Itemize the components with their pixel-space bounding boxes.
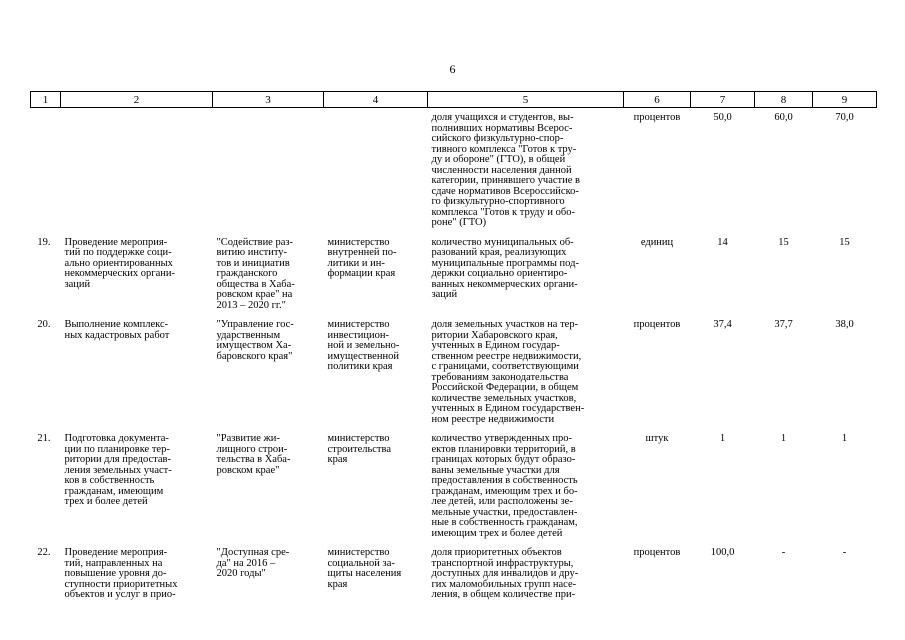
value-col8: -	[781, 547, 786, 558]
unit-cell: процентов	[633, 547, 681, 558]
event-cell: Проведение мероприя- тий, направленных на повышение уровня до- ступности приоритетных объектов и услуг в прио-	[64, 547, 178, 600]
row-number: 20.	[37, 319, 51, 330]
indicator-cell: доля земельных участков на тер- ритории Хабаровского края, учтенных в Едином государ- ственном реестре недвижимости, с границами, соответствующими требованиям законодательства Российской Федерации, в общем количестве земельных участков, учтенных в Едином государствен- ном реестре недвижимости	[431, 319, 585, 425]
unit-cell: процентов	[633, 112, 681, 123]
table-row	[31, 434, 877, 548]
value-col7: 1	[719, 433, 726, 444]
ministry-cell	[324, 108, 428, 238]
header-col-3: 3	[213, 92, 324, 108]
event-cell: Проведение мероприя- тий по поддержке соци- ально ориентированных некоммерческих органи- заций	[64, 236, 175, 290]
row-number: 19.	[37, 236, 51, 248]
row-number: 21.	[37, 433, 51, 444]
indicator-cell: количество муниципальных об- разований края, реализующих муниципальные программы под- держки социально ориентиро- ванных некоммерческих органи- заций	[431, 236, 579, 300]
value-col9: 15	[839, 236, 850, 248]
row-number	[31, 108, 61, 238]
value-col8: 15	[778, 236, 789, 248]
value-col9: 1	[841, 433, 848, 444]
page-number: 6	[449, 62, 456, 76]
value-col9: 70,0	[835, 112, 854, 123]
header-col-1: 1	[31, 92, 61, 108]
indicator-cell: доля учащихся и студентов, вы- полнивших нормативы Всерос- сийского физкультурно-спор- тивного комплекса "Готов к тру- ду и обороне" (ГТО), в общей численности населения данной категории, принявшего участие в сдаче нормативов Всероссийско- го физкультурно-спортивного комплекса "Готов к труду и обо- роне" (ГТО)	[431, 112, 580, 228]
value-col8: 60,0	[774, 112, 793, 123]
value-col7: 37,4	[713, 319, 732, 330]
header-row	[31, 92, 877, 108]
value-col8: 37,7	[774, 319, 793, 330]
value-col7: 14	[717, 236, 728, 248]
program-cell	[213, 108, 324, 238]
value-col9: 38,0	[835, 319, 854, 330]
program-cell: "Содействие раз- витию институ- тов и инициатив гражданского общества в Хаба- ровском крае" на 2013 – 2020 гг."	[216, 236, 295, 311]
ministry-cell: министерство социальной за- щиты населения края	[327, 547, 402, 590]
header-col-8: 8	[755, 92, 813, 108]
header-col-7: 7	[691, 92, 755, 108]
program-cell: "Доступная сре- да" на 2016 – 2020 годы"	[216, 547, 290, 579]
row-number: 22.	[37, 547, 51, 558]
indicator-cell: количество утвержденных про- ектов планировки территорий, в границах которых будут образо- ваны земельные участки для предоставления в собственность гражданам, имеющим трех и бо- лее детей, или расположены зе- мельные участки, предоставлен- ные в собственность гражданам, имеющим трех и более детей	[431, 433, 578, 539]
event-cell: Выполнение комплекс- ных кадастровых работ	[64, 319, 170, 341]
unit-cell: единиц	[640, 236, 674, 248]
unit-cell: процентов	[633, 319, 681, 330]
ministry-cell: министерство инвестицион- ной и земельно- имущественной политики края	[327, 319, 400, 372]
ministry-cell: министерство внутренней по- литики и ин- формации края	[327, 236, 397, 279]
program-cell: "Развитие жи- лищного строи- тельства в Хаба- ровском крае"	[216, 433, 291, 476]
unit-cell: штук	[645, 433, 669, 444]
value-col8: 1	[780, 433, 787, 444]
value-col9: -	[842, 547, 847, 558]
program-cell: "Управление гос- ударственным имуществом Ха- баровского края"	[216, 319, 294, 362]
indicator-cell: доля приоритетных объектов транспортной инфраструктуры, доступных для инвалидов и дру- гих маломобильных групп насе- ления, в общем количестве при-	[431, 547, 579, 600]
header-col-4: 4	[324, 92, 428, 108]
ministry-cell: министерство строительства края	[327, 433, 392, 465]
header-col-9: 9	[813, 92, 877, 108]
header-col-5: 5	[428, 92, 624, 108]
table-row	[31, 320, 877, 434]
event-cell	[61, 108, 213, 238]
header-col-2: 2	[61, 92, 213, 108]
value-col7: 100,0	[710, 547, 735, 558]
table-row	[31, 108, 877, 238]
header-col-6: 6	[624, 92, 691, 108]
indicators-table	[30, 91, 877, 610]
value-col7: 50,0	[713, 112, 732, 123]
table-row	[31, 548, 877, 610]
table-row	[31, 238, 877, 321]
event-cell: Подготовка документа- ции по планировке тер- ритории для предостав- ления земельных участ- ков в собственность гражданам, имеющим трех и более детей	[64, 433, 172, 507]
